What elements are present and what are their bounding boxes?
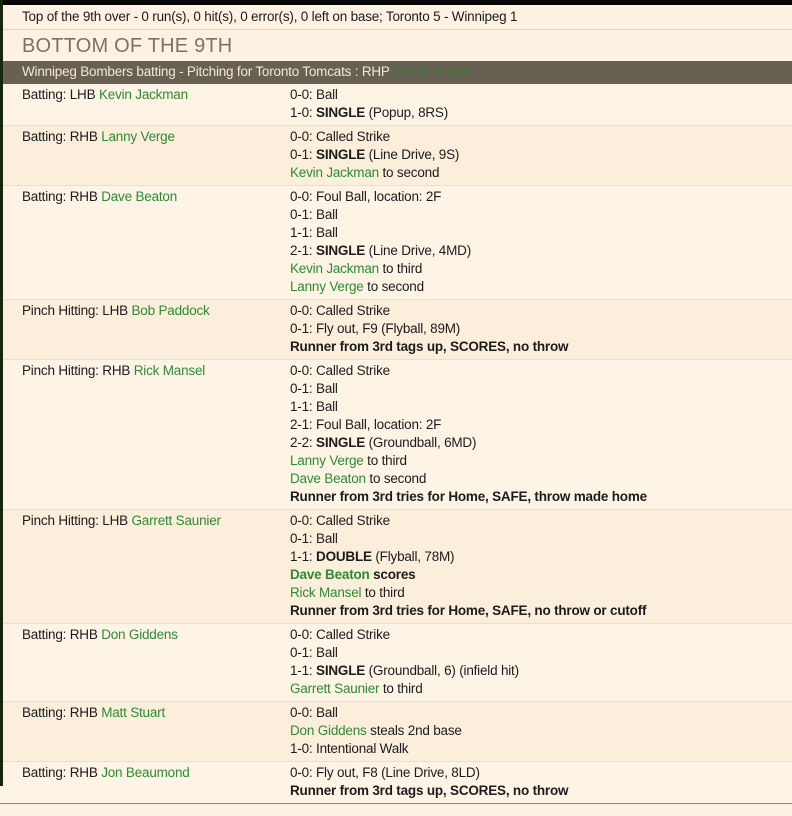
matchup-text: Winnipeg Bombers batting - Pitching for Toronto Tomcats : RHP [22, 64, 393, 79]
play-row [0, 702, 792, 762]
batter-prefix: Batting: RHB [22, 705, 102, 720]
event-text: 1-1: [290, 549, 317, 564]
batter-name-link[interactable]: Garrett Saunier [131, 513, 221, 528]
batter-name-link[interactable]: Dave Beaton [101, 189, 178, 204]
play-row [0, 360, 792, 510]
event-line [290, 206, 792, 224]
batter-prefix: Pinch Hitting: LHB [22, 303, 132, 318]
event-text: Runner from 3rd tries for Home, SAFE, throw made home [290, 489, 647, 504]
event-line [290, 644, 792, 662]
event-text: to second [378, 165, 440, 180]
player-name-link[interactable]: Kevin Jackman [290, 165, 379, 180]
event-text: DOUBLE [316, 549, 372, 564]
event-text: to third [379, 681, 423, 696]
event-line [290, 362, 792, 380]
event-text: 0-0: Called Strike [290, 129, 390, 144]
batter-name-link[interactable]: Don Giddens [101, 627, 178, 642]
event-text: 1-0: Intentional Walk [290, 741, 409, 756]
event-line [290, 602, 792, 620]
batter-cell [0, 512, 290, 530]
event-text: 0-0: Ball [290, 705, 338, 720]
batter-prefix: Batting: RHB [22, 765, 102, 780]
event-line [290, 764, 792, 782]
batter-prefix: Pinch Hitting: RHB [22, 363, 134, 378]
player-name-link[interactable]: Kevin Jackman [290, 261, 379, 276]
batter-cell [0, 86, 290, 104]
event-line [290, 188, 792, 206]
batter-cell [0, 704, 290, 722]
events-cell [290, 188, 792, 296]
event-line [290, 146, 792, 164]
event-text: scores [369, 567, 416, 582]
play-list [0, 84, 792, 804]
event-line [290, 434, 792, 452]
event-line [290, 626, 792, 644]
event-text: 1-1: Ball [290, 399, 338, 414]
event-text: to third [361, 585, 405, 600]
inning-summary-text: Top of the 9th over - 0 run(s), 0 hit(s), 0 error(s), 0 left on base; Toronto 5 - Winnipeg 1 [22, 9, 518, 24]
event-line [290, 128, 792, 146]
event-line [290, 566, 792, 584]
event-text: (Flyball, 78M) [371, 549, 455, 564]
event-line [290, 164, 792, 182]
event-line [290, 302, 792, 320]
event-text: steals 2nd base [366, 723, 462, 738]
event-text: 1-1: Ball [290, 225, 338, 240]
batter-cell [0, 626, 290, 644]
event-text: 0-1: [290, 147, 317, 162]
events-cell [290, 704, 792, 758]
event-text: (Groundball, 6MD) [365, 435, 477, 450]
event-text: 0-1: Ball [290, 381, 338, 396]
events-cell [290, 512, 792, 620]
batter-cell [0, 764, 290, 782]
event-text: 0-0: Fly out, F8 (Line Drive, 8LD) [290, 765, 480, 780]
inning-title [0, 30, 792, 61]
event-line [290, 740, 792, 758]
batter-name-link[interactable]: Bob Paddock [131, 303, 210, 318]
inning-title-text: BOTTOM OF THE 9TH [22, 35, 233, 57]
events-cell [290, 764, 792, 800]
event-text: 2-2: [290, 435, 317, 450]
window-left-edge [0, 0, 3, 786]
event-line [290, 380, 792, 398]
event-text: Runner from 3rd tags up, SCORES, no throw [290, 339, 569, 354]
event-text: 0-0: Called Strike [290, 303, 390, 318]
player-name-link[interactable]: Garrett Saunier [290, 681, 380, 696]
event-line [290, 680, 792, 698]
play-row [0, 624, 792, 702]
event-text: (Popup, 8RS) [365, 105, 449, 120]
event-line [290, 338, 792, 356]
event-line [290, 452, 792, 470]
batter-prefix: Batting: RHB [22, 627, 102, 642]
event-line [290, 512, 792, 530]
event-line [290, 278, 792, 296]
batter-name-link[interactable]: Rick Mansel [133, 363, 206, 378]
event-line [290, 104, 792, 122]
batter-prefix: Batting: RHB [22, 129, 102, 144]
event-text: 0-1: Ball [290, 531, 338, 546]
event-line [290, 530, 792, 548]
event-text: 0-0: Called Strike [290, 513, 390, 528]
player-name-link[interactable]: Rick Mansel [290, 585, 362, 600]
player-name-link[interactable]: Lanny Verge [290, 453, 364, 468]
event-line [290, 548, 792, 566]
event-line [290, 470, 792, 488]
event-line [290, 398, 792, 416]
events-cell [290, 362, 792, 506]
event-text: to third [378, 261, 423, 276]
event-line [290, 722, 792, 740]
event-text: SINGLE [316, 435, 366, 450]
event-text: Runner from 3rd tries for Home, SAFE, no throw or cutoff [290, 603, 647, 618]
event-line [290, 662, 792, 680]
batter-cell [0, 188, 290, 206]
batter-prefix: Pinch Hitting: LHB [22, 513, 132, 528]
pitcher-name-link[interactable]: Tim Arsenault [392, 64, 473, 79]
event-line [290, 584, 792, 602]
event-text: Runner from 3rd tags up, SCORES, no throw [290, 783, 569, 798]
footer-area [0, 804, 792, 816]
event-line [290, 320, 792, 338]
event-text: SINGLE [316, 243, 366, 258]
event-text: to second [365, 471, 427, 486]
play-row [0, 510, 792, 624]
event-line [290, 242, 792, 260]
event-line [290, 488, 792, 506]
player-name-link[interactable]: Don Giddens [290, 723, 367, 738]
events-cell [290, 626, 792, 698]
event-text: 0-0: Ball [290, 87, 338, 102]
event-text: 0-0: Foul Ball, location: 2F [290, 189, 442, 204]
event-text: 0-1: Fly out, F9 (Flyball, 89M) [290, 321, 461, 336]
batter-prefix: Batting: LHB [22, 87, 99, 102]
event-text: 0-1: Ball [290, 207, 338, 222]
batter-cell [0, 302, 290, 320]
batter-name-link[interactable]: Jon Beaumond [101, 765, 190, 780]
batter-prefix: Batting: RHB [22, 189, 102, 204]
event-text: 1-0: [290, 105, 317, 120]
event-text: SINGLE [316, 663, 366, 678]
event-text: 0-0: Called Strike [290, 627, 390, 642]
event-line [290, 416, 792, 434]
batter-name-link[interactable]: Kevin Jackman [98, 87, 188, 102]
event-line [290, 224, 792, 242]
events-cell [290, 302, 792, 356]
event-text: SINGLE [316, 105, 366, 120]
play-row [0, 186, 792, 300]
batter-name-link[interactable]: Lanny Verge [101, 129, 175, 144]
event-text: 1-1: [290, 663, 317, 678]
player-name-link[interactable]: Lanny Verge [290, 279, 364, 294]
event-text: 2-1: [290, 243, 317, 258]
event-text: 2-1: Foul Ball, location: 2F [290, 417, 442, 432]
event-text: (Groundball, 6) (infield hit) [365, 663, 519, 678]
player-name-link[interactable]: Dave Beaton [290, 471, 366, 486]
matchup-bar [0, 61, 792, 84]
event-text: 0-1: Ball [290, 645, 338, 660]
batter-name-link[interactable]: Matt Stuart [101, 705, 166, 720]
event-text: (Line Drive, 9S) [365, 147, 460, 162]
event-line [290, 86, 792, 104]
play-row [0, 762, 792, 804]
event-text: to second [363, 279, 424, 294]
batter-cell [0, 362, 290, 380]
events-cell [290, 128, 792, 182]
event-text: SINGLE [316, 147, 366, 162]
inning-summary [0, 5, 792, 30]
event-text: 0-0: Called Strike [290, 363, 390, 378]
batter-cell [0, 128, 290, 146]
event-text: to third [363, 453, 407, 468]
event-line [290, 782, 792, 800]
play-row [0, 84, 792, 126]
events-cell [290, 86, 792, 122]
event-line [290, 260, 792, 278]
event-line [290, 704, 792, 722]
play-row [0, 126, 792, 186]
player-name-link[interactable]: Dave Beaton [290, 567, 370, 582]
play-row [0, 300, 792, 360]
event-text: (Line Drive, 4MD) [365, 243, 472, 258]
